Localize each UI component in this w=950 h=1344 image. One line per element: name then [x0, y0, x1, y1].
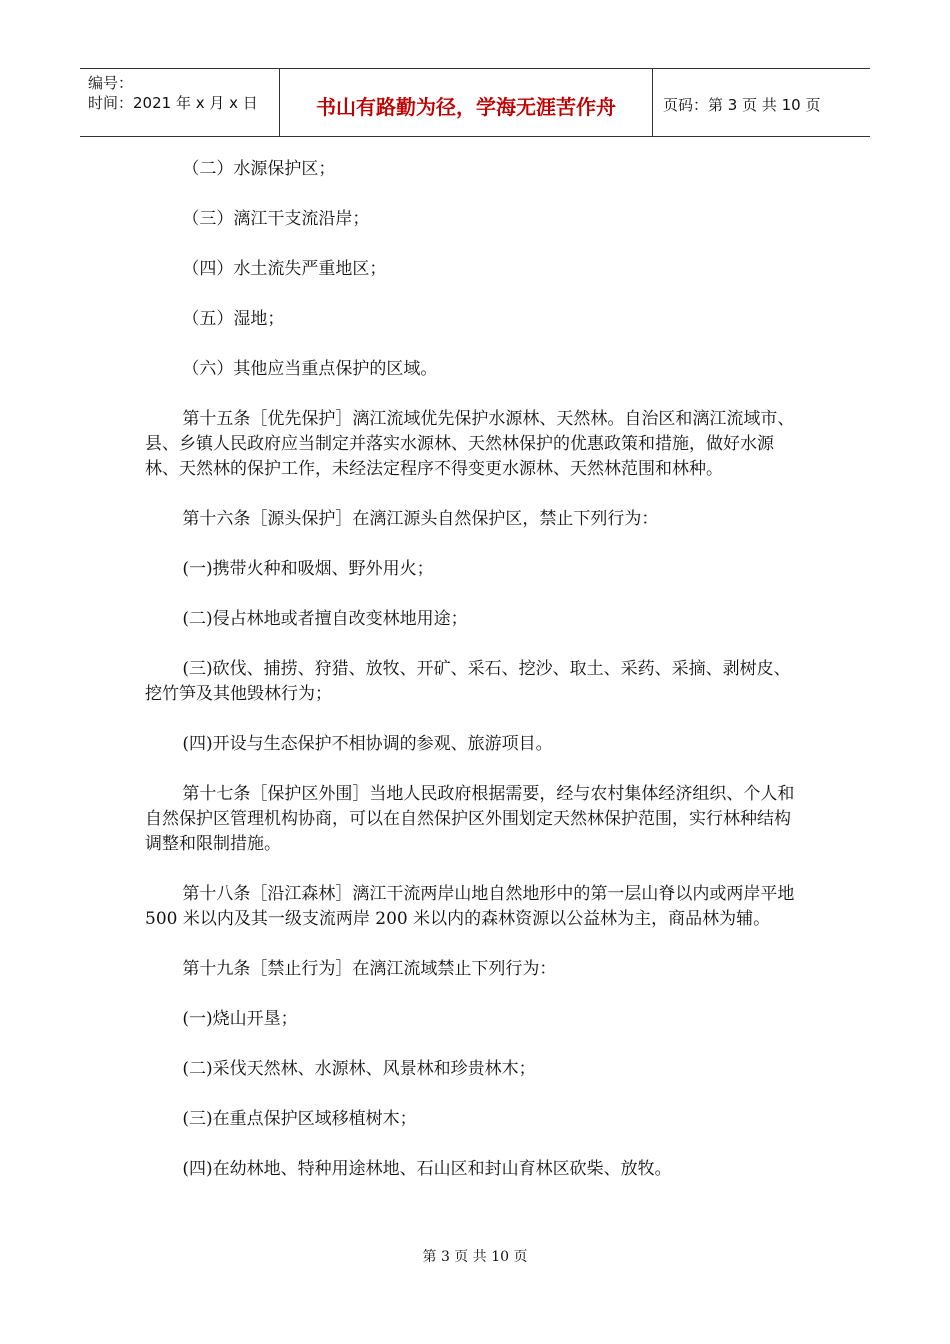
- article-15: 第十五条［优先保护］漓江流域优先保护水源林、天然林。自治区和漓江流域市、县、乡镇人民政府应当制定并落实水源林、天然林保护的优惠政策和措施，做好水源林、天然林的保护工作，未经法定程序不得变更水源林、天然林范围和林种。: [145, 409, 795, 479]
- paragraph: （五）湿地；: [182, 309, 285, 329]
- paragraph: (四)开设与生态保护不相协调的参观、旅游项目。: [182, 734, 553, 754]
- header-code-label: 编号：: [88, 74, 134, 92]
- paragraph: (四)在幼林地、特种用途林地、石山区和封山育林区砍柴、放牧。: [182, 1159, 672, 1179]
- article-17: 第十七条［保护区外围］当地人民政府根据需要，经与农村集体经济组织、个人和自然保护区管理机构协商，可以在自然保护区外围划定天然林保护范围，实行林种结构调整和限制措施。: [145, 784, 795, 854]
- paragraph: (二)采伐天然林、水源林、风景林和珍贵林木；: [182, 1059, 536, 1079]
- header-date: 时间：2021 年 x 月 x 日: [88, 94, 258, 112]
- paragraph: (二)侵占林地或者擅自改变林地用途；: [182, 609, 468, 629]
- paragraph: (一)携带火种和吸烟、野外用火；: [182, 559, 434, 579]
- header-motto: 书山有路勤为径，学海无涯苦作舟: [280, 69, 653, 136]
- article-19: 第十九条［禁止行为］在漓江流域禁止下列行为：: [182, 959, 557, 979]
- paragraph: （二）水源保护区；: [182, 159, 336, 179]
- page-footer: 第 3 页 共 10 页: [422, 1249, 528, 1265]
- article-16: 第十六条［源头保护］在漓江源头自然保护区，禁止下列行为：: [182, 509, 659, 529]
- article-18: 第十八条［沿江森林］漓江干流两岸山地自然地形中的第一层山脊以内或两岸平地 500 米以内及其一级支流两岸 200 米以内的森林资源以公益林为主，商品林为辅。: [145, 884, 795, 929]
- paragraph: (三)在重点保护区域移植树木；: [182, 1109, 417, 1129]
- page-header: [80, 68, 870, 137]
- document-body: [145, 157, 805, 1207]
- paragraph: (三)砍伐、捕捞、狩猎、放牧、开矿、采石、挖沙、取土、采药、采摘、剥树皮、挖竹笋及其他毁林行为；: [145, 659, 791, 704]
- paragraph: (一)烧山开垦；: [182, 1009, 298, 1029]
- header-page-info: 页码：第 3 页 共 10 页: [663, 96, 821, 114]
- header-meta: [80, 69, 280, 136]
- paragraph: （三）漓江干支流沿岸；: [182, 209, 370, 229]
- paragraph: （四）水土流失严重地区；: [182, 259, 387, 279]
- paragraph: （六）其他应当重点保护的区域。: [182, 359, 438, 379]
